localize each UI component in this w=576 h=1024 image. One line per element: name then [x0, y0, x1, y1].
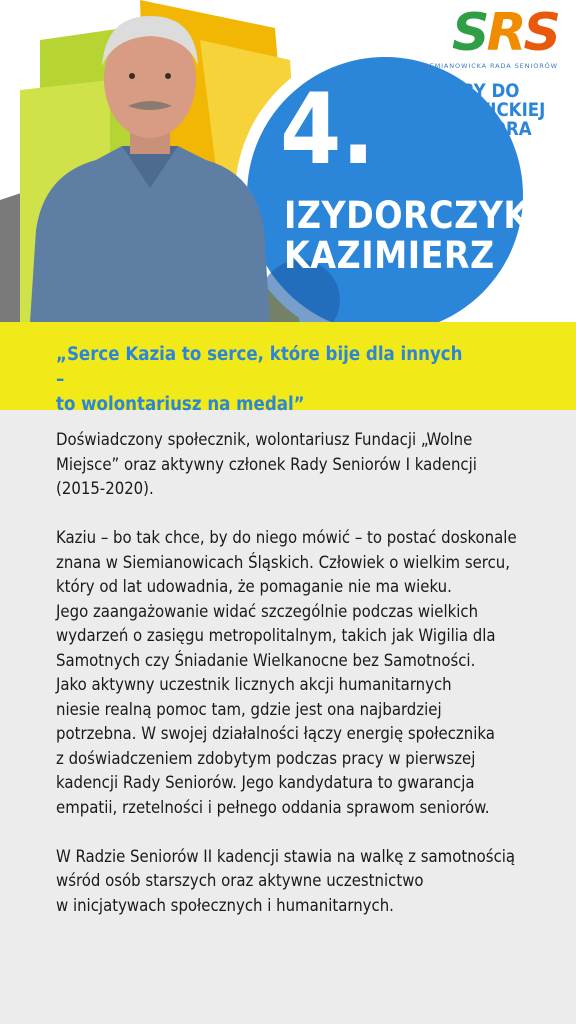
logo-letter-1: S — [452, 3, 487, 63]
logo-letter-3: S — [523, 3, 558, 63]
header-section — [0, 0, 576, 330]
candidate-number: 4. — [280, 73, 375, 187]
quote-band — [0, 322, 576, 415]
election-title: WYBORY DO SIEMIANOWICKIEJ RADY SENIORA — [378, 81, 546, 140]
bio-paragraph-3: W Radzie Seniorów II kadencji stawia na walkę z samotnością wśród osób starszych oraz aktywne uczestnictwo w inicjatywach społecznych i humanitarnych. — [56, 846, 516, 915]
bio-paragraph-2: Kaziu – bo tak chce, by do niego mówić – to postać doskonale znana w Siemianowicach Śląskich. Człowiek o wielkim sercu, który od lat udowadnia, że pomaganie nie ma wieku. Jego zaangażowanie widać szczególnie podczas wielkich wydarzeń o zasięgu metropolitalnym, takich jak Wigilia dla Samotnych czy Śniadanie Wielkanocne bez Samotności. Jako aktywny uczestnik licznych akcji humanitarnych niesie realną pomoc tam, gdzie jest ona najbardziej potrzebna. W swojej działalności łączy energię społecznika z doświadczeniem zdobytym podczas pracy w pierwszej kadencji Rady Seniorów. Jego kandydatura to gwarancja empatii, rzetelności i pełnego oddania sprawom seniorów. — [56, 528, 517, 817]
srs-logo — [421, 3, 558, 70]
logo-subtitle: SIEMIANOWICKA RADA SENIORÓW — [421, 62, 558, 70]
candidate-quote: „Serce Kazia to serce, które bije dla innych – to wolontariusz na medal” — [56, 344, 463, 415]
candidate-bio — [56, 428, 536, 943]
logo-letter-2: R — [486, 3, 524, 63]
bio-paragraph-1: Doświadczony społecznik, wolontariusz Fundacji „Wolne Miejsce” oraz aktywny członek Rady Seniorów I kadencji (2015-2020). — [56, 430, 477, 498]
eye-right — [165, 73, 171, 79]
candidate-photo — [30, 10, 270, 322]
eye-left — [129, 73, 135, 79]
logo-letters — [452, 3, 558, 63]
candidate-name: IZYDORCZYK KAZIMIERZ — [284, 194, 530, 277]
